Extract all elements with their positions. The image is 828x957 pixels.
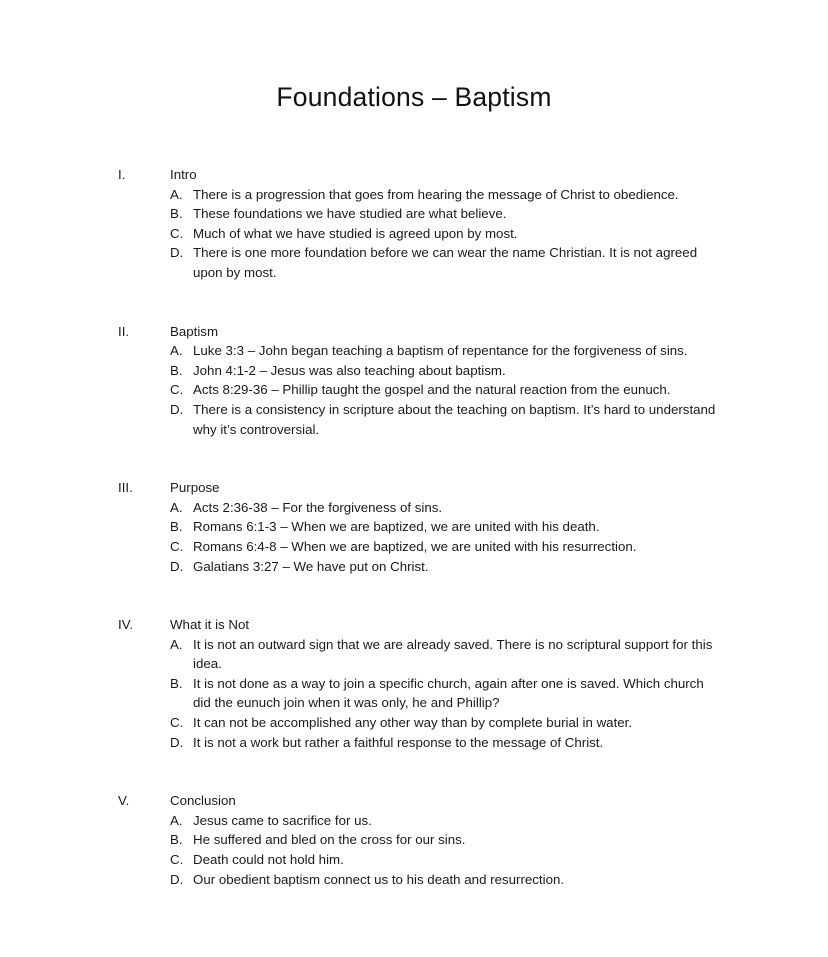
list-item	[0, 243, 828, 282]
outline-section	[0, 322, 828, 440]
section-heading-label: Conclusion	[170, 793, 236, 809]
list-item	[0, 635, 828, 674]
list-item-letter: A.	[170, 499, 183, 515]
list-item-text: There is a progression that goes from hearing the message of Christ to obedience.	[193, 186, 679, 202]
list-item-text: There is one more foundation before we can wear the name Christian. It is not agreed upon by most.	[193, 245, 698, 280]
list-item-text: Galatians 3:27 – We have put on Christ.	[193, 558, 429, 574]
section-numeral: I.	[118, 167, 126, 182]
list-item-letter: C.	[170, 225, 184, 241]
list-item-text: Our obedient baptism connect us to his death and resurrection.	[193, 871, 565, 887]
list-item	[0, 830, 828, 850]
section-heading-label: Baptism	[170, 323, 219, 339]
list-item-text: Luke 3:3 – John began teaching a baptism of repentance for the forgiveness of sins.	[193, 343, 688, 359]
section-heading-label: Intro	[170, 167, 197, 182]
section-item-list	[0, 185, 828, 283]
list-item-text: Romans 6:4-8 – When we are baptized, we are united with his resurrection.	[193, 538, 637, 554]
list-item	[0, 713, 828, 733]
list-item-letter: D.	[170, 245, 184, 261]
section-heading-label: Purpose	[170, 480, 220, 496]
list-item-letter: C.	[170, 715, 184, 731]
list-item-text: Death could not hold him.	[193, 852, 344, 868]
list-item	[0, 380, 828, 400]
list-item-text: Jesus came to sacrifice for us.	[193, 812, 372, 828]
list-item	[0, 361, 828, 381]
list-item-letter: D.	[170, 558, 184, 574]
page-title: Foundations – Baptism	[276, 81, 552, 112]
outline-body	[0, 165, 828, 889]
list-item	[0, 733, 828, 753]
section-item-list	[0, 341, 828, 439]
list-item	[0, 185, 828, 205]
section-item-list	[0, 635, 828, 753]
list-item	[0, 850, 828, 870]
list-item	[0, 224, 828, 244]
list-item-text: It is not an outward sign that we are already saved. There is no scriptural support for this idea.	[193, 636, 713, 672]
list-item-letter: A.	[170, 343, 183, 359]
list-item-text: He suffered and bled on the cross for our sins.	[193, 832, 466, 848]
list-item-letter: A.	[170, 636, 183, 652]
list-item-letter: B.	[170, 206, 183, 222]
list-item-text: It is not done as a way to join a specific church, again after one is saved. Which church did the eunuch join when it was only, he and Phillip?	[193, 675, 704, 711]
list-item-letter: B.	[170, 519, 183, 535]
list-item-letter: C.	[170, 852, 184, 868]
section-numeral: III.	[118, 480, 133, 496]
list-item-text: Much of what we have studied is agreed upon by most.	[193, 225, 518, 241]
list-item	[0, 674, 828, 713]
list-item-letter: B.	[170, 362, 183, 378]
list-item-text: John 4:1-2 – Jesus was also teaching about baptism.	[193, 362, 506, 378]
list-item	[0, 517, 828, 537]
list-item-text: Acts 8:29-36 – Phillip taught the gospel and the natural reaction from the eunuch.	[193, 382, 671, 398]
section-numeral: V.	[118, 793, 130, 809]
list-item	[0, 498, 828, 518]
list-item	[0, 204, 828, 224]
outline-section	[0, 791, 828, 889]
list-item-letter: D.	[170, 871, 184, 887]
section-heading-row	[0, 791, 828, 811]
list-item-letter: A.	[170, 186, 183, 202]
list-item-text: These foundations we have studied are what believe.	[193, 206, 507, 222]
outline-section	[0, 165, 828, 283]
list-item	[0, 557, 828, 577]
list-item-letter: A.	[170, 812, 183, 828]
list-item	[0, 341, 828, 361]
section-item-list	[0, 498, 828, 576]
section-heading-row	[0, 322, 828, 342]
list-item-letter: B.	[170, 832, 183, 848]
list-item	[0, 400, 828, 439]
section-heading-label: What it is Not	[170, 617, 250, 633]
list-item-letter: D.	[170, 401, 184, 417]
list-item-text: There is a consistency in scripture about the teaching on baptism. It’s hard to understand why it’s controversial.	[193, 401, 716, 437]
outline-section	[0, 615, 828, 752]
list-item-text: It can not be accomplished any other way than by complete burial in water.	[193, 715, 633, 731]
list-item-letter: D.	[170, 734, 184, 750]
section-numeral: II.	[118, 323, 130, 339]
list-item	[0, 811, 828, 831]
list-item-letter: C.	[170, 382, 184, 398]
section-numeral: IV.	[118, 617, 134, 633]
section-item-list	[0, 811, 828, 889]
list-item-letter: B.	[170, 675, 183, 691]
section-heading-row	[0, 165, 828, 185]
section-heading-row	[0, 615, 828, 635]
list-item	[0, 537, 828, 557]
list-item	[0, 870, 828, 890]
list-item-text: It is not a work but rather a faithful response to the message of Christ.	[193, 734, 604, 750]
list-item-text: Romans 6:1-3 – When we are baptized, we are united with his death.	[193, 519, 600, 535]
list-item-text: Acts 2:36-38 – For the forgiveness of sins.	[193, 499, 443, 515]
outline-section	[0, 478, 828, 576]
section-heading-row	[0, 478, 828, 498]
list-item-letter: C.	[170, 538, 184, 554]
